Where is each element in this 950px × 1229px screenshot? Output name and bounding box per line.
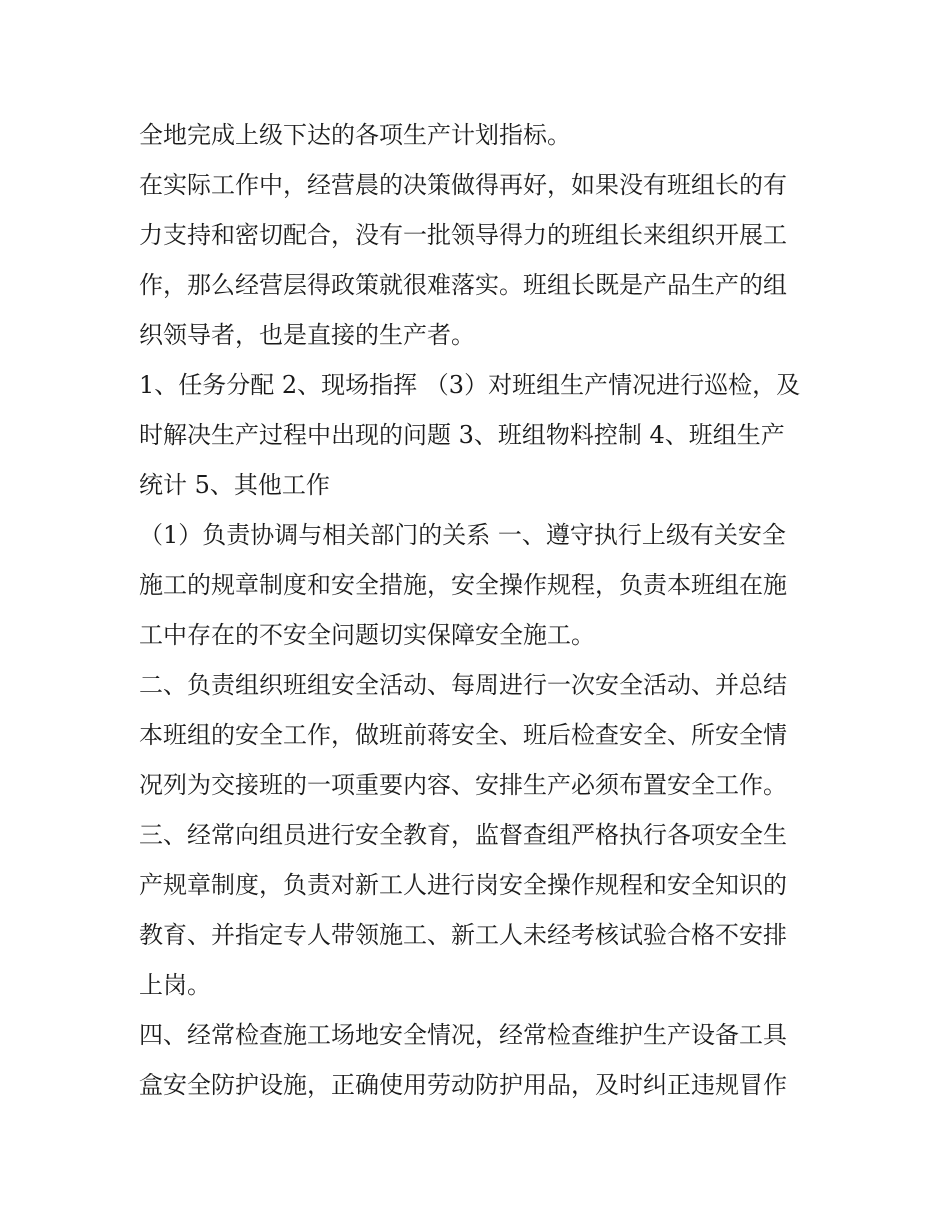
text-line: 1、任务分配 2、现场指挥 （3）对班组生产情况进行巡检，及 xyxy=(139,371,801,399)
text-line: 二、负责组织班组安全活动、每周进行一次安全活动、并总结 xyxy=(139,671,787,699)
body-text xyxy=(139,110,819,1110)
text-line: 作，那么经营层得政策就很难落实。班组长既是产品生产的组 xyxy=(139,271,787,299)
text-line: 施工的规章制度和安全措施，安全操作规程，负责本班组在施 xyxy=(139,571,787,599)
text-line: 力支持和密切配合，没有一批领导得力的班组长来组织开展工 xyxy=(139,221,787,249)
text-line: 三、经常向组员进行安全教育，监督查组严格执行各项安全生 xyxy=(139,821,787,849)
text-line: 盒安全防护设施，正确使用劳动防护用品，及时纠正违规冒作 xyxy=(139,1071,787,1099)
text-line: 本班组的安全工作，做班前蒋安全、班后检查安全、所安全情 xyxy=(139,721,787,749)
text-line: 时解决生产过程中出现的问题 3、班组物料控制 4、班组生产 xyxy=(139,421,785,449)
text-line: 教育、并指定专人带领施工、新工人未经考核试验合格不安排 xyxy=(139,921,787,949)
text-line: 在实际工作中，经营晨的决策做得再好，如果没有班组长的有 xyxy=(139,171,787,199)
text-line: 上岗。 xyxy=(139,971,211,999)
text-line: 四、经常检查施工场地安全情况，经常检查维护生产设备工具 xyxy=(139,1021,787,1049)
text-line: （1）负责协调与相关部门的关系 一、遵守执行上级有关安全 xyxy=(139,521,786,549)
text-line: 织领导者，也是直接的生产者。 xyxy=(139,321,475,349)
text-line: 产规章制度，负责对新工人进行岗安全操作规程和安全知识的 xyxy=(139,871,787,899)
text-line: 况列为交接班的一项重要内容、安排生产必须布置安全工作。 xyxy=(139,771,787,799)
text-line: 工中存在的不安全问题切实保障安全施工。 xyxy=(139,621,595,649)
text-line: 全地完成上级下达的各项生产计划指标。 xyxy=(139,121,571,149)
text-line: 统计 5、其他工作 xyxy=(139,471,330,499)
